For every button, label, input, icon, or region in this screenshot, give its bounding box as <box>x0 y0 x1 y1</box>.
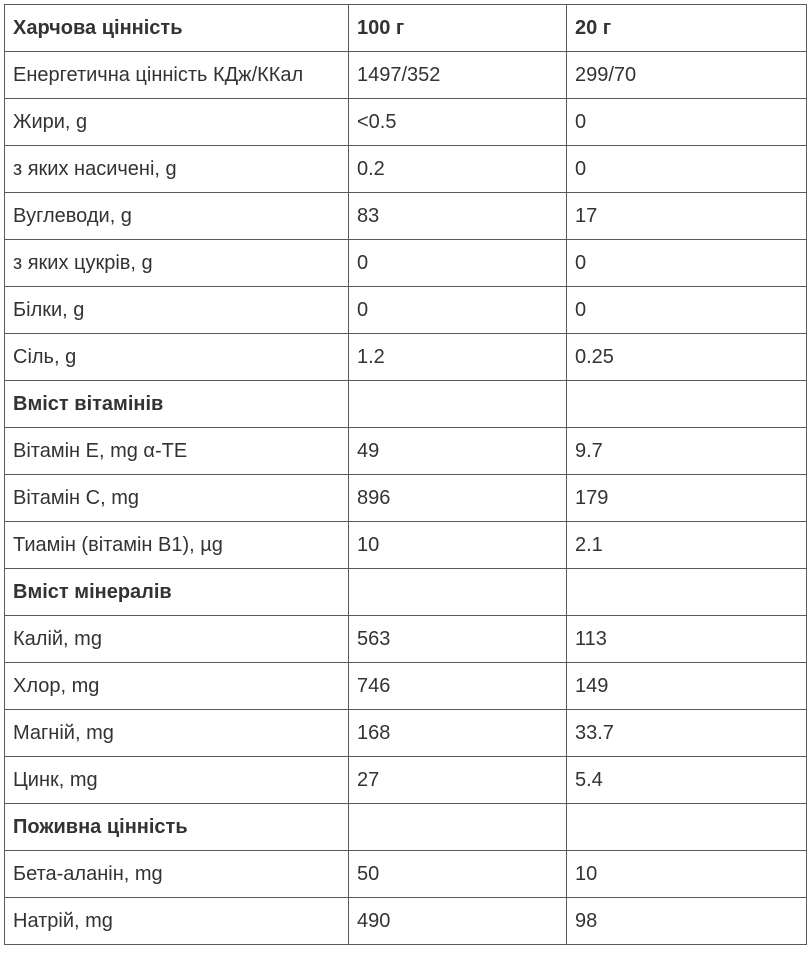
value-20g-cell <box>567 381 807 428</box>
value-20g-cell: 0 <box>567 240 807 287</box>
value-100g-cell: 27 <box>349 757 567 804</box>
value-100g-cell: 563 <box>349 616 567 663</box>
value-20g-cell: 17 <box>567 193 807 240</box>
value-20g-cell: 98 <box>567 898 807 945</box>
nutrient-cell: Цинк, mg <box>5 757 349 804</box>
nutrient-cell: Жири, g <box>5 99 349 146</box>
value-20g-cell: 0.25 <box>567 334 807 381</box>
table-header-row <box>5 5 807 52</box>
nutrition-table-body <box>5 5 807 945</box>
value-100g-cell <box>349 381 567 428</box>
nutrient-cell: Білки, g <box>5 287 349 334</box>
value-20g-cell: 0 <box>567 146 807 193</box>
value-20g-cell: 9.7 <box>567 428 807 475</box>
value-20g-cell: 33.7 <box>567 710 807 757</box>
value-20g-cell: 5.4 <box>567 757 807 804</box>
table-row <box>5 52 807 99</box>
table-row <box>5 898 807 945</box>
nutrient-cell: Вуглеводи, g <box>5 193 349 240</box>
table-row <box>5 99 807 146</box>
nutrient-cell: Тиамін (вітамін B1), µg <box>5 522 349 569</box>
table-row <box>5 240 807 287</box>
value-100g-cell: 896 <box>349 475 567 522</box>
nutrient-cell: Бета-аланін, mg <box>5 851 349 898</box>
nutrient-cell: Вміст мінералів <box>5 569 349 616</box>
section-header-row <box>5 569 807 616</box>
value-20g-cell <box>567 569 807 616</box>
nutrient-cell: Енергетична цінність КДж/ККал <box>5 52 349 99</box>
table-row <box>5 616 807 663</box>
table-row <box>5 851 807 898</box>
nutrient-cell: з яких цукрів, g <box>5 240 349 287</box>
value-100g-cell: 746 <box>349 663 567 710</box>
value-100g-cell: 1.2 <box>349 334 567 381</box>
value-100g-cell: 0 <box>349 287 567 334</box>
value-20g-cell: 179 <box>567 475 807 522</box>
table-row <box>5 710 807 757</box>
header-cell-per-100g: 100 г <box>349 5 567 52</box>
table-row <box>5 475 807 522</box>
nutrient-cell: Калій, mg <box>5 616 349 663</box>
value-100g-cell <box>349 569 567 616</box>
nutrient-cell: з яких насичені, g <box>5 146 349 193</box>
table-row <box>5 193 807 240</box>
header-cell-per-20g: 20 г <box>567 5 807 52</box>
table-row <box>5 428 807 475</box>
value-20g-cell: 10 <box>567 851 807 898</box>
value-100g-cell <box>349 804 567 851</box>
nutrient-cell: Вітамін E, mg α-TE <box>5 428 349 475</box>
value-100g-cell: 50 <box>349 851 567 898</box>
value-20g-cell: 2.1 <box>567 522 807 569</box>
nutrient-cell: Вміст вітамінів <box>5 381 349 428</box>
table-row <box>5 287 807 334</box>
value-20g-cell: 113 <box>567 616 807 663</box>
nutrient-cell: Поживна цінність <box>5 804 349 851</box>
nutrient-cell: Вітамін C, mg <box>5 475 349 522</box>
section-header-row <box>5 381 807 428</box>
value-100g-cell: 49 <box>349 428 567 475</box>
value-20g-cell: 149 <box>567 663 807 710</box>
table-row <box>5 146 807 193</box>
value-20g-cell <box>567 804 807 851</box>
nutrient-cell: Натрій, mg <box>5 898 349 945</box>
value-100g-cell: 0 <box>349 240 567 287</box>
table-row <box>5 757 807 804</box>
value-20g-cell: 299/70 <box>567 52 807 99</box>
value-100g-cell: 10 <box>349 522 567 569</box>
value-20g-cell: 0 <box>567 287 807 334</box>
value-20g-cell: 0 <box>567 99 807 146</box>
value-100g-cell: 168 <box>349 710 567 757</box>
table-row <box>5 522 807 569</box>
value-100g-cell: <0.5 <box>349 99 567 146</box>
table-row <box>5 334 807 381</box>
nutrition-table <box>4 4 807 945</box>
section-header-row <box>5 804 807 851</box>
table-row <box>5 663 807 710</box>
header-cell-nutrient: Харчова цінність <box>5 5 349 52</box>
value-100g-cell: 83 <box>349 193 567 240</box>
value-100g-cell: 1497/352 <box>349 52 567 99</box>
nutrient-cell: Сіль, g <box>5 334 349 381</box>
value-100g-cell: 0.2 <box>349 146 567 193</box>
value-100g-cell: 490 <box>349 898 567 945</box>
nutrient-cell: Магній, mg <box>5 710 349 757</box>
nutrient-cell: Хлор, mg <box>5 663 349 710</box>
